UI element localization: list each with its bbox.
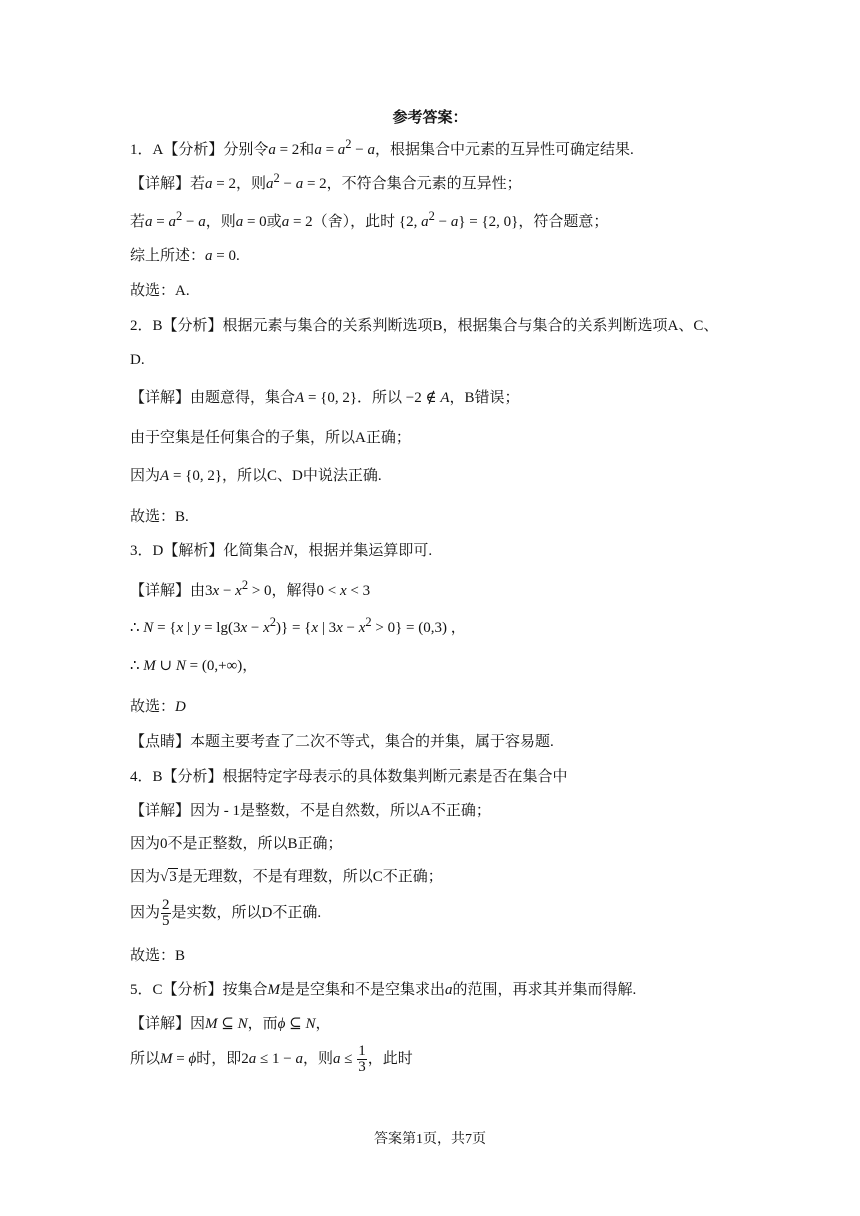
answer-line-8: 【详解】由题意得，集合A = {0, 2}．所以 −2 ∉ A，B错误； [130, 390, 520, 406]
answer-line-15: ∴ M ∪ N = (0,+∞)， [130, 658, 258, 674]
answer-line-26: 所以M = ϕ时，即2a ≤ 1 − a，则a ≤ $\frac{1}{3}$ ，此时 [130, 1043, 413, 1075]
answer-line-21: 因为√3是无理数，不是有理数，所以C不正确； [130, 869, 443, 885]
answer-line-23: 故选：B [130, 948, 186, 964]
answer-line-11: 故选：B. [130, 509, 189, 525]
answer-line-24: 5．C【分析】按集合M是是空集和不是空集求出a的范围，再求其并集而得解. [130, 982, 637, 998]
answer-line-13: 【详解】由$3x - x^2 > 0$，解得0 < x < 3 [130, 578, 371, 599]
answer-line-5: 故选：A. [130, 283, 190, 299]
answer-line-22: 因为 $\frac{2}{5}$ 是实数，所以D不正确. [130, 897, 322, 929]
answer-title: 参考答案： [392, 110, 468, 126]
answer-line-18: 4．B【分析】根据特定字母表示的具体数集判断元素是否在集合中 [130, 769, 568, 785]
answer-line-14: ∴ N = {x | $y = \lg(3x - x^2)\} = \{x$ | $3x - x^2 > 0\} = (0,3)$ ， [130, 615, 466, 636]
answer-line-6: 2．B【分析】根据元素与集合的关系判断选项B，根据集合与集合的关系判断选项A、C、 [130, 318, 719, 334]
answer-line-20: 因为0不是正整数，所以B正确； [130, 836, 343, 852]
answer-line-3: 若$a = a^2 - a$，则a = 0或a = 2（舍），此时 {2, $a^2 - a\} = \{2$, 0}，符合题意； [130, 209, 609, 230]
answer-line-25: 【详解】因M ⊆ N，而ϕ ⊆ N， [130, 1016, 331, 1032]
answer-line-17: 【点睛】本题主要考查了二次不等式，集合的并集，属于容易题. [130, 734, 554, 750]
page-footer: 答案第1页，共7页 [374, 1132, 486, 1147]
answer-line-19: 【详解】因为 - 1是整数，不是自然数，所以A不正确； [130, 803, 491, 819]
answer-line-16: 故选：D [130, 699, 186, 715]
answer-line-4: 综上所述：a = 0. [130, 248, 240, 264]
answer-line-7: D. [130, 352, 145, 368]
answer-line-1: 1．A【分析】分别令a = 2和$a = a^2 - a$，根据集合中元素的互异性可确定结果. [130, 137, 634, 158]
answer-line-2: 【详解】若a = 2，则$a^2 - a = 2$，不符合集合元素的互异性； [130, 171, 522, 192]
answer-line-10: 因为A = {0, 2}，所以C、D中说法正确. [130, 468, 382, 484]
answer-line-9: 由于空集是任何集合的子集，所以A正确； [130, 430, 411, 446]
answer-line-12: 3．D【解析】化简集合N，根据并集运算即可. [130, 543, 433, 559]
